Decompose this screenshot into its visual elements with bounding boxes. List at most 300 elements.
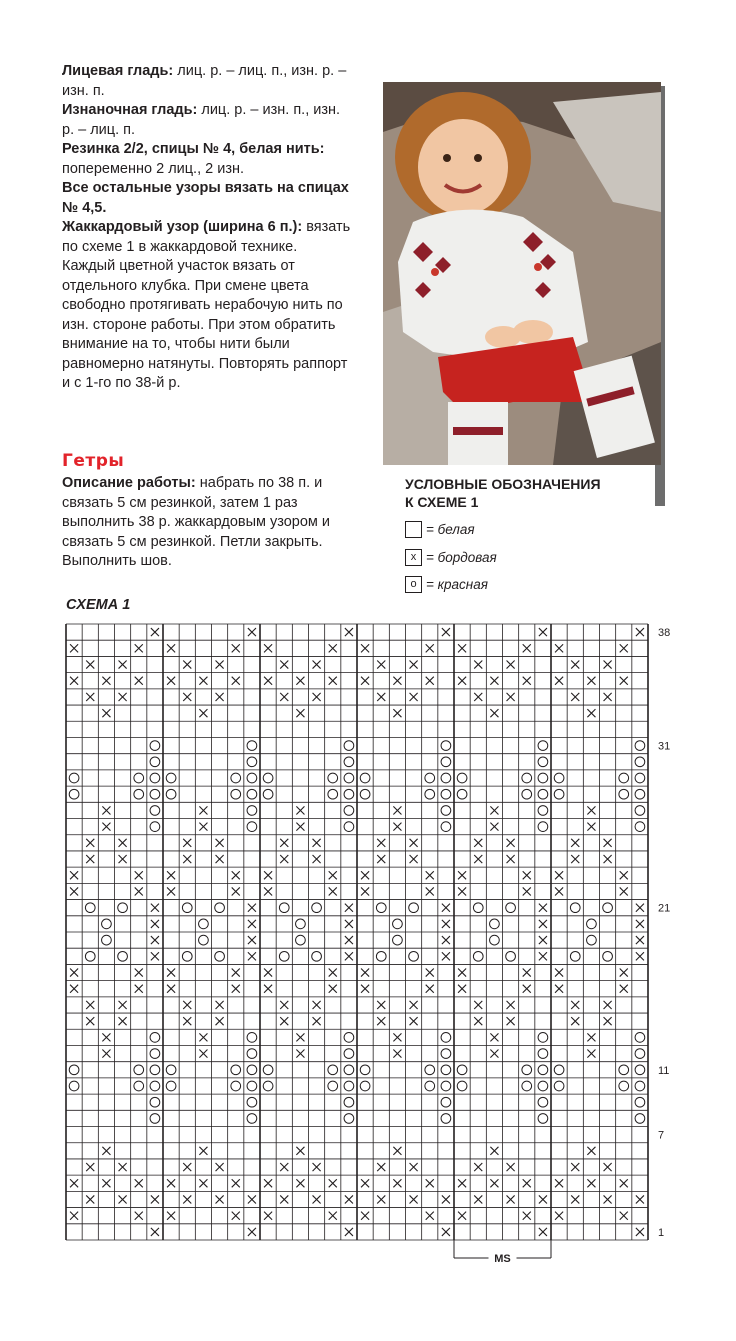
cross-symbol-icon [377, 855, 385, 863]
cross-symbol-icon [183, 660, 191, 668]
cross-symbol-icon [458, 1212, 466, 1220]
cross-symbol-icon [410, 1017, 418, 1025]
circle-symbol-icon [635, 1081, 645, 1091]
cross-symbol-icon [410, 1195, 418, 1203]
cross-symbol-icon [458, 968, 466, 976]
cross-symbol-icon [167, 1212, 175, 1220]
cross-symbol-icon [345, 628, 353, 636]
ms-label: MS [494, 1253, 511, 1265]
circle-symbol-icon [344, 1033, 354, 1043]
circle-symbol-icon [538, 773, 548, 783]
circle-symbol-icon [603, 951, 613, 961]
cross-symbol-icon: x [405, 549, 422, 566]
text-rib: попеременно 2 лиц., 2 изн. [62, 160, 245, 177]
circle-symbol-icon [441, 1065, 451, 1075]
cross-symbol-icon [329, 1179, 337, 1187]
cross-symbol-icon [555, 1179, 563, 1187]
cross-symbol-icon [571, 839, 579, 847]
cross-symbol-icon [426, 968, 434, 976]
cross-symbol-icon [313, 1163, 321, 1171]
cross-symbol-icon [377, 693, 385, 701]
circle-symbol-icon [522, 789, 532, 799]
cross-symbol-icon [102, 709, 110, 717]
cross-symbol-icon [507, 839, 515, 847]
circle-symbol-icon [328, 1081, 338, 1091]
cross-symbol-icon [393, 677, 401, 685]
cross-symbol-icon [264, 1179, 272, 1187]
circle-symbol-icon [506, 951, 516, 961]
cross-symbol-icon [587, 709, 595, 717]
cross-symbol-icon [474, 660, 482, 668]
cross-symbol-icon [296, 1050, 304, 1058]
cross-symbol-icon [280, 1195, 288, 1203]
cross-symbol-icon [199, 677, 207, 685]
cross-symbol-icon [571, 660, 579, 668]
cross-symbol-icon [377, 660, 385, 668]
cross-symbol-icon [636, 1195, 644, 1203]
cross-symbol-icon [523, 968, 531, 976]
circle-symbol-icon [247, 806, 257, 816]
cross-symbol-icon [474, 1001, 482, 1009]
circle-symbol-icon [554, 773, 564, 783]
scheme-title: СХЕМА 1 [66, 597, 131, 613]
circle-symbol-icon [619, 789, 629, 799]
cross-symbol-icon [571, 1163, 579, 1171]
circle-symbol-icon [328, 773, 338, 783]
cross-symbol-icon [216, 839, 224, 847]
cross-symbol-icon [345, 1228, 353, 1236]
cross-symbol-icon [377, 1195, 385, 1203]
cross-symbol-icon [345, 952, 353, 960]
circle-symbol-icon [215, 903, 225, 913]
circle-symbol-icon [263, 789, 273, 799]
cross-symbol-icon [555, 968, 563, 976]
cross-symbol-icon [280, 660, 288, 668]
cross-symbol-icon [199, 709, 207, 717]
cross-symbol-icon [329, 985, 337, 993]
circle-symbol-icon [393, 935, 403, 945]
cross-symbol-icon [361, 985, 369, 993]
cross-symbol-icon [474, 1017, 482, 1025]
circle-symbol-icon [635, 773, 645, 783]
cross-symbol-icon [70, 985, 78, 993]
heading-work-description: Описание работы: [62, 475, 196, 491]
cross-symbol-icon [86, 1001, 94, 1009]
cross-symbol-icon [248, 1228, 256, 1236]
cross-symbol-icon [264, 677, 272, 685]
circle-symbol-icon [150, 1049, 160, 1059]
circle-symbol-icon [635, 1049, 645, 1059]
text-work-description: набрать по 38 п. и связать 5 см резинкой, затем 1 раз выполнить 38 р. жаккардовым узором и связать 5 см резинкой. Петли закрыть. Выполнить шов. [62, 475, 331, 569]
cross-symbol-icon [167, 677, 175, 685]
cross-symbol-icon [620, 677, 628, 685]
cross-symbol-icon [313, 839, 321, 847]
cross-symbol-icon [296, 709, 304, 717]
cross-symbol-icon [442, 1195, 450, 1203]
circle-symbol-icon [425, 1065, 435, 1075]
cross-symbol-icon [377, 839, 385, 847]
cross-symbol-icon [474, 855, 482, 863]
cross-symbol-icon [280, 1163, 288, 1171]
circle-symbol-icon [538, 789, 548, 799]
legend-label-burgundy: = бордовая [426, 550, 497, 565]
circle-symbol-icon [344, 1081, 354, 1091]
cross-symbol-icon [280, 839, 288, 847]
circle-symbol-icon [619, 1081, 629, 1091]
circle-symbol-icon [344, 789, 354, 799]
circle-symbol-icon [263, 773, 273, 783]
circle-symbol-icon [134, 1065, 144, 1075]
circle-symbol-icon [344, 1065, 354, 1075]
cross-symbol-icon [119, 660, 127, 668]
cross-symbol-icon [410, 855, 418, 863]
heading-rib: Резинка 2/2, спицы № 4, белая нить: [62, 141, 325, 157]
circle-symbol-icon [231, 1081, 241, 1091]
cross-symbol-icon [102, 1050, 110, 1058]
cross-symbol-icon [474, 1195, 482, 1203]
cross-symbol-icon [523, 871, 531, 879]
cross-symbol-icon [426, 985, 434, 993]
circle-symbol-icon [506, 903, 516, 913]
circle-symbol-icon [247, 1033, 257, 1043]
circle-symbol-icon [635, 1065, 645, 1075]
circle-symbol-icon [247, 757, 257, 767]
cross-symbol-icon [458, 985, 466, 993]
circle-symbol-icon [231, 789, 241, 799]
cross-symbol-icon [167, 985, 175, 993]
circle-symbol-icon [538, 806, 548, 816]
cross-symbol-icon [555, 871, 563, 879]
legend-label-white: = белая [426, 522, 475, 537]
circle-symbol-icon [522, 1065, 532, 1075]
cross-symbol-icon [151, 952, 159, 960]
cross-symbol-icon [135, 1212, 143, 1220]
circle-symbol-icon [247, 741, 257, 751]
circle-symbol-icon [635, 1097, 645, 1107]
cross-symbol-icon [199, 823, 207, 831]
cross-symbol-icon [458, 644, 466, 652]
cross-symbol-icon [86, 660, 94, 668]
cross-symbol-icon [426, 871, 434, 879]
cross-symbol-icon [555, 644, 563, 652]
cross-symbol-icon [604, 1163, 612, 1171]
cross-symbol-icon [523, 1212, 531, 1220]
cross-symbol-icon [296, 677, 304, 685]
circle-symbol-icon [150, 1114, 160, 1124]
cross-symbol-icon [636, 920, 644, 928]
cross-symbol-icon [345, 1195, 353, 1203]
cross-symbol-icon [248, 952, 256, 960]
cross-symbol-icon [183, 693, 191, 701]
row-number-label: 38 [658, 627, 671, 640]
cross-symbol-icon [296, 806, 304, 814]
circle-symbol-icon [199, 935, 209, 945]
circle-symbol-icon [344, 757, 354, 767]
cross-symbol-icon [345, 920, 353, 928]
cross-symbol-icon [264, 887, 272, 895]
circle-symbol-icon [409, 903, 419, 913]
cross-symbol-icon [119, 839, 127, 847]
circle-symbol-icon [312, 951, 322, 961]
cross-symbol-icon [183, 839, 191, 847]
cross-symbol-icon [587, 1050, 595, 1058]
cross-symbol-icon [587, 677, 595, 685]
cross-symbol-icon [70, 1212, 78, 1220]
circle-symbol-icon [182, 951, 192, 961]
circle-symbol-icon [635, 757, 645, 767]
cross-symbol-icon [620, 985, 628, 993]
cross-symbol-icon [216, 660, 224, 668]
cross-symbol-icon [507, 855, 515, 863]
cross-symbol-icon [329, 644, 337, 652]
circle-symbol-icon [102, 919, 112, 929]
circle-symbol-icon [522, 773, 532, 783]
text-jacquard: вязать по схеме 1 в жаккардовой технике. Каждый цветной участок вязать от отдельного клубка. При смене цвета свободно протягивать нерабочую нить по изн. стороне работы. При этом обратить внимание на то, чтобы нити были равномерно натянуты. Повторять раппорт и с 1-го по 38-й р. [62, 219, 351, 391]
circle-symbol-icon [118, 903, 128, 913]
cross-symbol-icon [555, 1212, 563, 1220]
circle-symbol-icon [635, 1114, 645, 1124]
cross-symbol-icon [102, 1033, 110, 1041]
cross-symbol-icon [296, 1033, 304, 1041]
text-stockinette: лиц. р. – лиц. п., изн. р. – изн. п. [62, 63, 347, 99]
cross-symbol-icon [474, 839, 482, 847]
cross-symbol-icon [216, 1163, 224, 1171]
cross-symbol-icon [313, 1017, 321, 1025]
cross-symbol-icon [248, 920, 256, 928]
cross-symbol-icon [490, 806, 498, 814]
cross-symbol-icon [442, 628, 450, 636]
circle-symbol-icon [215, 951, 225, 961]
circle-symbol-icon [441, 1081, 451, 1091]
cross-symbol-icon [571, 1017, 579, 1025]
cross-symbol-icon [102, 1147, 110, 1155]
circle-symbol-icon [166, 789, 176, 799]
circle-symbol-icon [570, 903, 580, 913]
cross-symbol-icon [539, 1195, 547, 1203]
legend-title-line1: УСЛОВНЫЕ ОБОЗНАЧЕНИЯ [405, 476, 601, 492]
cross-symbol-icon [119, 693, 127, 701]
cross-symbol-icon [636, 936, 644, 944]
cross-symbol-icon [135, 1179, 143, 1187]
cross-symbol-icon [280, 693, 288, 701]
cross-symbol-icon [426, 1212, 434, 1220]
cross-symbol-icon [620, 1179, 628, 1187]
cross-symbol-icon [636, 1228, 644, 1236]
circle-symbol-icon [441, 822, 451, 832]
cross-symbol-icon [458, 1179, 466, 1187]
cross-symbol-icon [248, 1195, 256, 1203]
cross-symbol-icon [361, 1212, 369, 1220]
circle-symbol-icon [344, 773, 354, 783]
circle-symbol-icon [570, 951, 580, 961]
cross-symbol-icon [377, 1001, 385, 1009]
cross-symbol-icon [329, 677, 337, 685]
cross-symbol-icon [620, 887, 628, 895]
circle-symbol-icon [538, 1049, 548, 1059]
cross-symbol-icon [264, 644, 272, 652]
cross-symbol-icon [361, 677, 369, 685]
cross-symbol-icon [199, 1147, 207, 1155]
row-number-label: 11 [658, 1064, 670, 1077]
circle-symbol-icon [150, 1081, 160, 1091]
cross-symbol-icon [119, 1195, 127, 1203]
cross-symbol-icon [102, 677, 110, 685]
circle-symbol-icon [441, 773, 451, 783]
cross-symbol-icon [280, 1017, 288, 1025]
cross-symbol-icon [216, 1017, 224, 1025]
circle-symbol-icon [441, 806, 451, 816]
cross-symbol-icon [361, 968, 369, 976]
circle-symbol-icon [360, 773, 370, 783]
cross-symbol-icon [216, 1195, 224, 1203]
cross-symbol-icon [70, 644, 78, 652]
circle-symbol-icon [344, 1114, 354, 1124]
cross-symbol-icon [571, 1195, 579, 1203]
circle-symbol-icon [344, 822, 354, 832]
cross-symbol-icon [523, 644, 531, 652]
circle-symbol-icon [69, 1081, 79, 1091]
cross-symbol-icon [571, 693, 579, 701]
circle-symbol-icon [150, 773, 160, 783]
cross-symbol-icon [135, 968, 143, 976]
cross-symbol-icon [636, 628, 644, 636]
circle-symbol-icon [393, 919, 403, 929]
cross-symbol-icon [135, 871, 143, 879]
cross-symbol-icon [232, 871, 240, 879]
circle-symbol-icon [538, 1033, 548, 1043]
circle-symbol-icon [150, 1097, 160, 1107]
cross-symbol-icon [636, 952, 644, 960]
cross-symbol-icon [507, 1195, 515, 1203]
cross-symbol-icon [393, 1147, 401, 1155]
cross-symbol-icon [313, 693, 321, 701]
circle-symbol-icon [85, 951, 95, 961]
circle-symbol-icon [150, 1033, 160, 1043]
circle-symbol-icon [69, 789, 79, 799]
circle-symbol-icon [150, 1065, 160, 1075]
cross-symbol-icon [490, 823, 498, 831]
cross-symbol-icon [393, 806, 401, 814]
circle-symbol-icon [279, 951, 289, 961]
cross-symbol-icon [119, 1163, 127, 1171]
cross-symbol-icon [151, 628, 159, 636]
cross-symbol-icon [183, 1195, 191, 1203]
cross-symbol-icon [199, 1179, 207, 1187]
cross-symbol-icon [70, 887, 78, 895]
cross-symbol-icon [86, 1017, 94, 1025]
circle-symbol-icon [538, 741, 548, 751]
circle-symbol-icon [199, 919, 209, 929]
cross-symbol-icon [264, 985, 272, 993]
circle-symbol-icon [134, 773, 144, 783]
cross-symbol-icon [183, 855, 191, 863]
cross-symbol-icon [458, 677, 466, 685]
cross-symbol-icon [571, 1001, 579, 1009]
circle-symbol-icon [457, 789, 467, 799]
circle-symbol-icon [554, 1065, 564, 1075]
cross-symbol-icon [539, 628, 547, 636]
cross-symbol-icon [377, 1017, 385, 1025]
cross-symbol-icon [248, 628, 256, 636]
cross-symbol-icon [555, 887, 563, 895]
circle-symbol-icon [150, 822, 160, 832]
cross-symbol-icon [507, 1017, 515, 1025]
cross-symbol-icon [102, 1179, 110, 1187]
circle-symbol-icon [296, 935, 306, 945]
cross-symbol-icon [264, 968, 272, 976]
circle-symbol-icon [490, 919, 500, 929]
cross-symbol-icon [426, 677, 434, 685]
cross-symbol-icon [539, 936, 547, 944]
cross-symbol-icon [86, 693, 94, 701]
cross-symbol-icon [426, 644, 434, 652]
circle-symbol-icon [587, 919, 597, 929]
cross-symbol-icon [604, 660, 612, 668]
circle-symbol-icon [296, 919, 306, 929]
cross-symbol-icon [361, 1179, 369, 1187]
cross-symbol-icon [313, 1195, 321, 1203]
cross-symbol-icon [135, 887, 143, 895]
cross-symbol-icon [167, 1179, 175, 1187]
cross-symbol-icon [135, 985, 143, 993]
circle-symbol-icon [247, 1114, 257, 1124]
circle-symbol-icon [425, 1081, 435, 1091]
circle-symbol-icon [118, 951, 128, 961]
cross-symbol-icon [587, 1033, 595, 1041]
circle-symbol-icon [263, 1065, 273, 1075]
circle-symbol-icon [231, 773, 241, 783]
circle-symbol-icon [441, 1033, 451, 1043]
circle-symbol-icon [263, 1081, 273, 1091]
cross-symbol-icon [248, 936, 256, 944]
cross-symbol-icon [313, 855, 321, 863]
cross-symbol-icon [167, 644, 175, 652]
cross-symbol-icon [604, 693, 612, 701]
cross-symbol-icon [183, 1001, 191, 1009]
circle-symbol-icon [603, 903, 613, 913]
cross-symbol-icon [458, 887, 466, 895]
circle-symbol-icon [134, 789, 144, 799]
circle-symbol-icon [441, 789, 451, 799]
circle-symbol-icon [635, 822, 645, 832]
circle-symbol-icon [247, 822, 257, 832]
cross-symbol-icon [199, 806, 207, 814]
cross-symbol-icon [474, 693, 482, 701]
circle-symbol-icon [150, 789, 160, 799]
cross-symbol-icon [620, 644, 628, 652]
cross-symbol-icon [232, 985, 240, 993]
cross-symbol-icon [490, 1033, 498, 1041]
cross-symbol-icon [393, 823, 401, 831]
circle-symbol-icon [619, 1065, 629, 1075]
cross-symbol-icon [70, 968, 78, 976]
cross-symbol-icon [393, 1033, 401, 1041]
cross-symbol-icon [296, 1147, 304, 1155]
cross-symbol-icon [199, 1050, 207, 1058]
cross-symbol-icon [313, 1001, 321, 1009]
circle-symbol-icon [312, 903, 322, 913]
cross-symbol-icon [426, 1179, 434, 1187]
cross-symbol-icon [329, 887, 337, 895]
cross-symbol-icon [151, 1195, 159, 1203]
cross-symbol-icon [507, 660, 515, 668]
circle-symbol-icon [69, 773, 79, 783]
circle-symbol-icon [376, 903, 386, 913]
cross-symbol-icon [296, 1179, 304, 1187]
circle-symbol-icon [554, 1081, 564, 1091]
cross-symbol-icon [620, 968, 628, 976]
cross-symbol-icon [539, 952, 547, 960]
